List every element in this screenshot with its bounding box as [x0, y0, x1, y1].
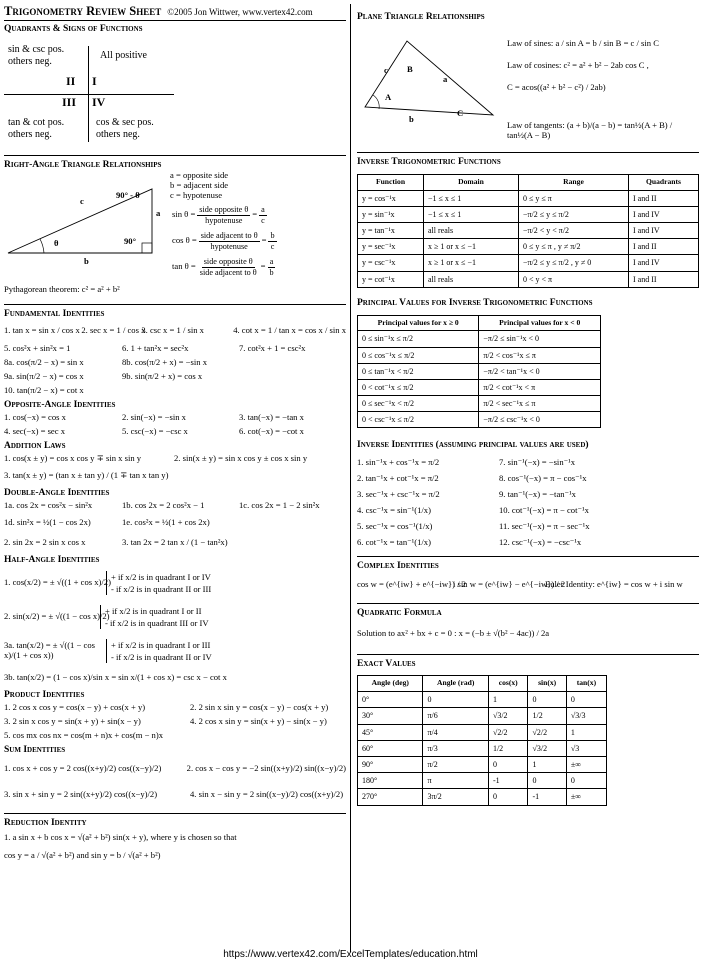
table-row: 30° π/6 √3/2 1/2 √3/3 [358, 708, 607, 724]
table-row: y = sec⁻¹x x ≥ 1 or x ≤ −1 0 ≤ y ≤ π , y ≠ π/2 I and II [358, 239, 699, 255]
right-triangle-diagram [4, 181, 164, 257]
q4-text: cos & sec pos. [96, 117, 154, 129]
inverse-table [357, 174, 699, 288]
table-row: y = tan⁻¹x all reals −π/2 < y < π/2 I and IV [358, 222, 699, 238]
quadrant-diagram [4, 38, 346, 150]
table-row: y = sin⁻¹x −1 ≤ x ≤ 1 −π/2 ≤ y ≤ π/2 I and IV [358, 206, 699, 222]
table-row: Function Domain Range Quadrants [358, 174, 699, 190]
tri-defs: a = opposite side b = adjacent side c = hypotenuse [170, 170, 229, 200]
table-row: y = cos⁻¹x −1 ≤ x ≤ 1 0 ≤ y ≤ π I and II [358, 190, 699, 206]
q3-text2: others neg. [8, 129, 52, 141]
q3-text: tan & cot pos. [8, 117, 65, 129]
double-angle-heading: Double-Angle Identities [4, 487, 110, 498]
table-row: 0 ≤ sin⁻¹x ≤ π/2 −π/2 ≤ sin⁻¹x < 0 [358, 331, 601, 347]
table-row: 0 ≤ tan⁻¹x < π/2 −π/2 < tan⁻¹x < 0 [358, 363, 601, 379]
tri-label-theta: θ [54, 238, 59, 249]
quadrants-heading: Quadrants & Signs of Functions [4, 24, 143, 35]
sum-identities: 1. cos x + cos y = 2 cos((x+y)/2) cos((x−y)/2) 2. cos x − cos y = −2 sin((x+y)/2) sin((x−y)/2) 3. sin x + sin y = 2 sin((x+y)/2) cos((x−y)/2) 4. sin x − sin y = 2 sin((x−y)/2) cos((x+y)/2) [4, 762, 346, 799]
q2-label: II [66, 74, 76, 89]
left-column [4, 4, 346, 865]
table-row: 0 ≤ sec⁻¹x < π/2 π/2 < sec⁻¹x ≤ π [358, 396, 601, 412]
half-angle-identities: 1. cos(x/2) = ± √((1 + cos x)/2) + if x/2 is in quadrant I or IV - if x/2 is in quadrant II or III 2. sin(x/2) = ± √((1 − cos x)/2) + if x/2 is in quadrant I or II - if x/2 is in quadrant III or IV 3a. tan(x/2) = ± √((1 − cos x)/(1 + cos x)) + if x/2 is in quadrant I or III - if x/2 is in quadrant II or IV 3b. tan(x/2) = (1 − cos x)/sin x = sin x/(1 + cos x) = csc x − cot x [4, 571, 227, 682]
plane-label-b: b [409, 113, 414, 124]
principal-table [357, 315, 601, 429]
table-row: 180° π -1 0 0 [358, 773, 607, 789]
plane-label-c: c [384, 64, 388, 75]
quadratic-formula: Solution to ax² + bx + c = 0 : x = (−b ± √(b² − 4ac)) / 2a [357, 627, 550, 638]
plane-label-B: B [407, 63, 413, 74]
plane-triangle-heading: Plane Triangle Relationships [357, 12, 485, 22]
reduction-identity: 1. a sin x + b cos x = √(a² + b²) sin(x + y), where y is chosen so that cos y = a / √(a² + b²) and sin y = b / √(a² + b²) [4, 831, 237, 860]
product-identities: 1. 2 cos x cos y = cos(x − y) + cos(x + y) 2. 2 sin x sin y = cos(x − y) − cos(x + y) 3. 2 sin x cos y = sin(x + y) + sin(x − y) 4. 2 cos x sin y = sin(x + y) − sin(x − y) 5. cos mx cos nx = cos(m + n)x + cos(m − n)x [4, 701, 329, 740]
complex-heading: Complex Identities [357, 560, 439, 571]
tri-label-c: c [80, 196, 84, 207]
plane-label-A: A [385, 91, 392, 102]
tri-label-90: 90° [124, 236, 137, 247]
tri-label-a: a [156, 208, 161, 219]
q2-text: sin & csc pos. [8, 44, 65, 56]
exact-values-heading: Exact Values [357, 658, 416, 669]
tri-label-b: b [84, 256, 89, 267]
opposite-heading: Opposite-Angle Identities [4, 400, 116, 411]
plane-label-a: a [443, 73, 448, 84]
law-of-cosines: Law of cosines: c² = a² + b² − 2ab cos C , [507, 59, 649, 70]
table-row: 60° π/3 1/2 √3/2 √3 [358, 740, 607, 756]
table-row: y = cot⁻¹x all reals 0 < y < π I and II [358, 271, 699, 287]
opposite-identities: 1. cos(−x) = cos x 2. sin(−x) = −sin x 3. tan(−x) = −tan x 4. sec(−x) = sec x 5. csc(−x) = −csc x 6. cot(−x) = −cot x [4, 412, 304, 437]
exact-values-table [357, 675, 607, 805]
sin-def-label: sin θ = [172, 209, 196, 220]
q2-text2: others neg. [8, 56, 52, 68]
inverse-identities-heading: Inverse Identities (assuming principal values are used) [357, 440, 589, 451]
principal-heading: Principal Values for Inverse Trigonometric Functions [357, 297, 593, 308]
footer-url[interactable]: https://www.vertex42.com/ExcelTemplates/education.html [223, 949, 478, 960]
table-row: y = csc⁻¹x x ≥ 1 or x ≤ −1 −π/2 ≤ y ≤ π/2 , y ≠ 0 I and IV [358, 255, 699, 271]
addition-heading: Addition Laws [4, 441, 66, 452]
addition-laws: 1. cos(x ± y) = cos x cos y ∓ sin x sin y 2. sin(x ± y) = sin x cos y ± cos x sin y 3. tan(x ± y) = (tan x ± tan y) / (1 ∓ tan x tan y) [4, 453, 308, 481]
column-divider [350, 4, 351, 952]
tan-def-label: tan θ = [172, 261, 196, 272]
pythagorean-theorem: Pythagorean theorem: c² = a² + b² [4, 284, 120, 295]
q1-label: I [92, 74, 97, 89]
table-row: 90° π/2 0 1 ±∞ [358, 756, 607, 772]
q4-text2: others neg. [96, 129, 140, 141]
sheet-title: Trigonometry Review Sheet ©2005 Jon Wittwer, www.vertex42.com [4, 4, 313, 18]
q4-label: IV [92, 95, 106, 110]
right-triangle-block: c a b 90° - θ θ 90° a = opposite side b = adjacent side c = hypotenuse sin θ = $\frac{\text{side opposite θ}}{\text{hypotenuse}}$ = $\frac{a}{c}$ cos θ = $\frac{\text{side adjacent to θ}}{\text{hypotenuse}}$ = $\frac{b}{c}$ tan θ = $\frac{\text{side opposite θ}}{\text{side adjacent to θ}}$ = $\frac{a}{b}$ Pythagorean theorem: c² = a² + b² [4, 170, 275, 295]
acos-formula: C = acos((a² + b² − c²) / 2ab) [507, 81, 606, 92]
fundamental-identities: 1. tan x = sin x / cos x 2. sec x = 1 / cos x 3. csc x = 1 / sin x 4. cot x = 1 / tan x = cos x / sin x 5. cos²x + sin²x = 1 6. 1 + tan²x = sec²x 7. cot²x + 1 = csc²x 8a. cos(π/2 − x) = sin x 8b. cos(π/2 + x) = −sin x 9a. sin(π/2 − x) = cos x 9b. sin(π/2 + x) = cos x 10. tan(π/2 − x) = cot x [4, 325, 346, 396]
q3-label: III [62, 95, 77, 110]
copyright: ©2005 Jon Wittwer, www.vertex42.com [167, 7, 313, 17]
double-angle-identities: 1a. cos 2x = cos²x − sin²x 1b. cos 2x = 2 cos²x − 1 1c. cos 2x = 1 − 2 sin²x 1d. sin²x = ½(1 − cos 2x) 1e. cos²x = ½(1 + cos 2x) 2. sin 2x = 2 sin x cos x 3. tan 2x = 2 tan x / (1 − tan²x) [4, 499, 320, 547]
quadratic-heading: Quadratic Formula [357, 607, 442, 618]
table-row: 0 ≤ cos⁻¹x ≤ π/2 π/2 < cos⁻¹x ≤ π [358, 347, 601, 363]
sum-heading: Sum Identities [4, 744, 66, 755]
inverse-identities: 1. sin⁻¹x + cos⁻¹x = π/2 2. tan⁻¹x + cot⁻¹x = π/2 3. sec⁻¹x + csc⁻¹x = π/2 4. csc⁻¹x = sin⁻¹(1/x) 5. sec⁻¹x = cos⁻¹(1/x) 6. cot⁻¹x = tan⁻¹(1/x) 7. sin⁻¹(−x) = −sin⁻¹x 8. cos⁻¹(−x) = π − cos⁻¹x 9. tan⁻¹(−x) = −tan⁻¹x 10. cot⁻¹(−x) = π − cot⁻¹x 11. sec⁻¹(−x) = π − sec⁻¹x 12. csc⁻¹(−x) = −csc⁻¹x [357, 457, 590, 547]
complex-identities: cos w = (e^{iw} + e^{−iw}) / 2 i sin w = (e^{iw} − e^{−iw}) / 2 Euler Identity: e^{iw} = cos w + i sin w [357, 578, 683, 589]
q1-text: All positive [100, 50, 147, 62]
right-column [357, 4, 699, 806]
fundamental-heading: Fundamental Identities [4, 309, 105, 320]
cos-def-label: cos θ = [172, 235, 197, 246]
table-row: Angle (deg) Angle (rad) cos(x) sin(x) tan(x) [358, 676, 607, 692]
inverse-heading: Inverse Trigonometric Functions [357, 156, 501, 167]
plane-triangle-diagram [361, 37, 501, 129]
table-row: 0° 0 1 0 0 [358, 692, 607, 708]
table-row: 0 < csc⁻¹x ≤ π/2 −π/2 ≤ csc⁻¹x < 0 [358, 412, 601, 428]
reduction-heading: Reduction Identity [4, 817, 87, 828]
table-row: 0 < cot⁻¹x ≤ π/2 π/2 < cot⁻¹x < π [358, 379, 601, 395]
law-of-tangents: Law of tangents: (a + b)/(a − b) = tan½(A + B) / tan½(A − B) [507, 119, 673, 140]
table-row: 270° 3π/2 0 -1 ±∞ [358, 789, 607, 805]
plane-label-CC: C [457, 107, 464, 118]
product-heading: Product Identities [4, 689, 85, 700]
right-triangle-heading: Right-Angle Triangle Relationships [4, 160, 162, 171]
table-row: 45° π/4 √2/2 √2/2 1 [358, 724, 607, 740]
half-angle-heading: Half-Angle Identities [4, 554, 100, 565]
law-of-sines: Law of sines: a / sin A = b / sin B = c / sin C [507, 37, 659, 48]
tri-label-top: 90° - θ [116, 190, 140, 201]
plane-triangle-block [357, 23, 699, 147]
table-row: Principal values for x ≥ 0 Principal values for x < 0 [358, 315, 601, 331]
